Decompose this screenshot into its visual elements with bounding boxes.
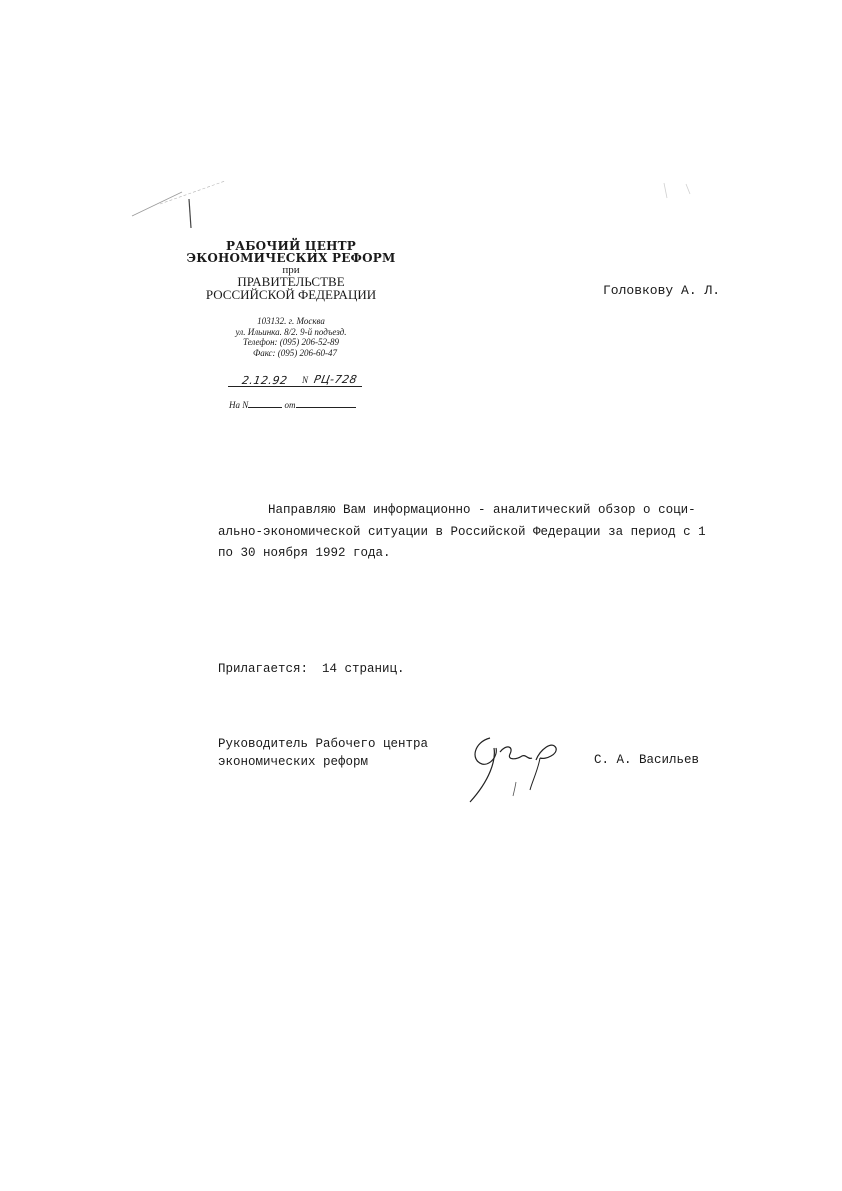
body-line2: ально-экономической ситуации в Российской Федерации за период с 1 bbox=[218, 524, 706, 539]
stray-mark-1 bbox=[132, 192, 182, 216]
signature-stroke-4 bbox=[536, 745, 556, 760]
registration-n-label: N bbox=[302, 375, 309, 385]
registration-underline bbox=[228, 386, 362, 387]
attachment-label: Прилагается: bbox=[218, 662, 309, 676]
handwritten-signature bbox=[460, 730, 570, 810]
fax-line: Факс: (095) 206-60-47 bbox=[252, 347, 338, 358]
address-line2: ул. Ильинка. 8/2. 9-й подъезд. bbox=[235, 326, 347, 337]
letter-body bbox=[218, 500, 706, 565]
signer-name: С. А. Васильев bbox=[594, 753, 700, 767]
attachment-value: 14 страниц. bbox=[322, 662, 405, 676]
signer-title-line1: Руководитель Рабочего центра bbox=[218, 737, 429, 751]
org-name-line1: РАБОЧИЙ ЦЕНТР bbox=[226, 239, 356, 253]
signature-stroke-6 bbox=[513, 782, 516, 796]
addressee: Головкову А. Л. bbox=[603, 283, 721, 298]
registration-date: 2.12.92 bbox=[241, 374, 289, 387]
signer-title bbox=[218, 735, 428, 771]
gov-line2: РОССИЙСКОЙ ФЕДЕРАЦИИ bbox=[205, 287, 377, 302]
reference-ot-label: от bbox=[284, 400, 296, 410]
stray-mark-4 bbox=[664, 183, 667, 198]
reference-date-blank bbox=[296, 398, 356, 408]
reference-number-blank bbox=[248, 398, 282, 408]
org-pri: при bbox=[282, 264, 300, 276]
stray-mark-5 bbox=[686, 184, 690, 194]
org-address bbox=[170, 316, 412, 358]
stray-mark-3 bbox=[189, 199, 191, 228]
letterhead bbox=[170, 240, 412, 358]
body-line1: Направляю Вам информационно - аналитический обзор о соци- bbox=[268, 503, 696, 517]
registration-line bbox=[228, 372, 362, 388]
address-line1: 103132. г. Москва bbox=[257, 316, 325, 326]
signature-stroke-5 bbox=[530, 758, 540, 790]
phone-line: Телефон: (095) 206-52-89 bbox=[242, 337, 340, 347]
reference-na-label: На N bbox=[229, 400, 249, 410]
stray-mark-2 bbox=[160, 181, 225, 204]
signer-title-line2: экономических реформ bbox=[218, 755, 369, 769]
body-line3: по 30 ноября 1992 года. bbox=[218, 546, 391, 560]
reference-line bbox=[229, 398, 356, 410]
registration-number: РЦ-728 bbox=[312, 373, 359, 386]
gov-line1: ПРАВИТЕЛЬСТВЕ bbox=[237, 274, 345, 289]
attachment-line bbox=[218, 662, 405, 676]
org-name-line2: ЭКОНОМИЧЕСКИХ РЕФОРМ bbox=[186, 251, 396, 265]
signature-stroke-2 bbox=[470, 748, 494, 802]
signature-stroke-3 bbox=[500, 747, 532, 759]
